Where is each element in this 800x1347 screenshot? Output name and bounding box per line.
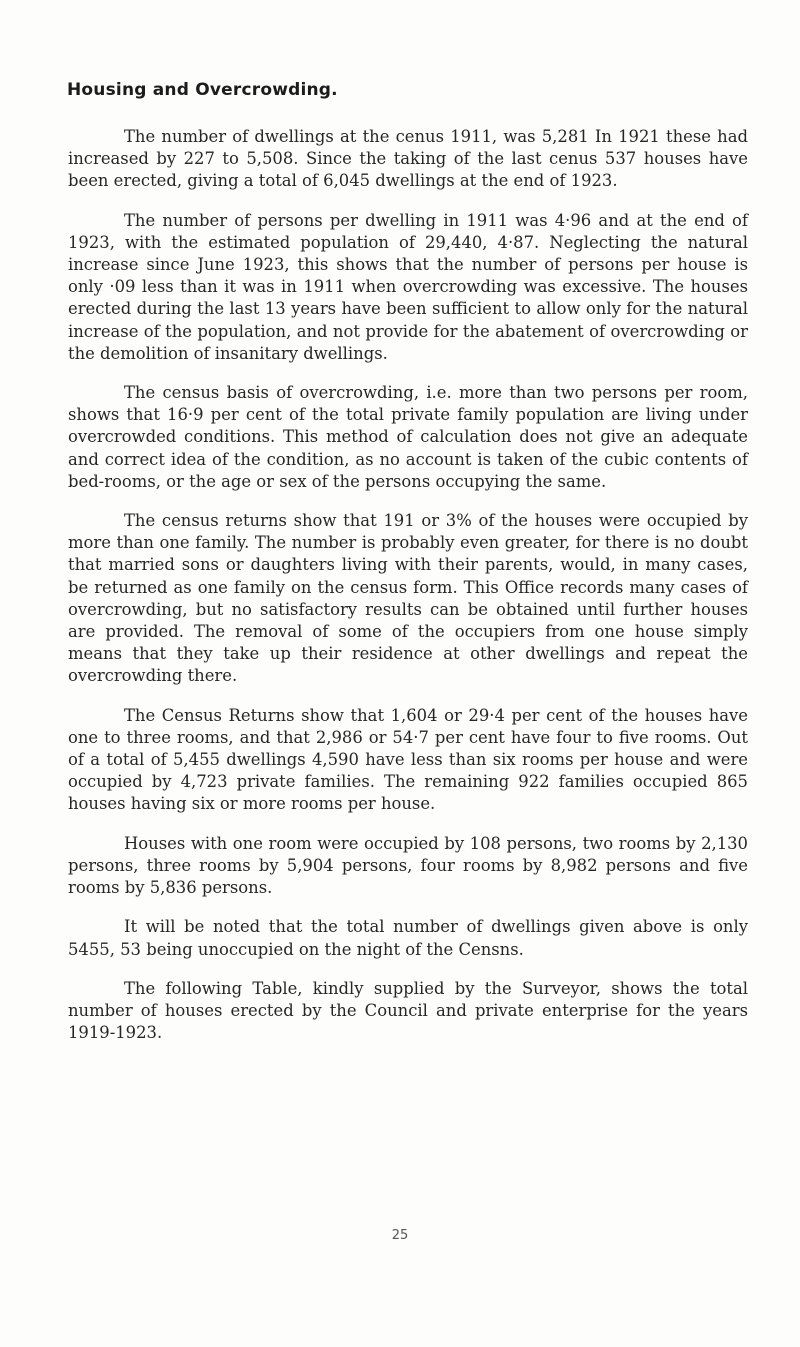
body-text [68,126,748,1061]
paragraph-multiple-families: The census returns show that 191 or 3% of the houses were occupied by more than one family. The number is probably even greater, for there is no doubt that married sons or daughters living with their parents, would, in many cases, be returned as one family on the census form. This Office records many cases of overcrowding, but no satisfactory results can be obtained until further houses are provided. The removal of some of the occupiers from one house simply means that they take up their residence at other dwellings and repeat the overcrowding there. [68,511,748,686]
paragraph-persons-by-rooms: Houses with one room were occupied by 108 persons, two rooms by 2,130 persons, three rooms by 5,904 persons, four rooms by 8,982 persons and five rooms by 5,836 persons. [68,833,748,898]
page-number: 25 [391,1228,409,1243]
section-heading: Housing and Overcrowding. [67,80,338,100]
paragraph-persons-per-dwelling: The number of persons per dwelling in 1911 was 4·96 and at the end of 1923, with the estimated population of 29,440, 4·87. Neglecting the natural increase since June 1923, this shows that the number of persons per house is only ·09 less than it was in 1911 when overcrowding was excessive. The houses erected during the last 13 years have been sufficient to allow only for the natural increase of the population, and not provide for the abatement of overcrowding or the demolition of insanitary dwellings. [68,210,748,363]
paragraph-census-basis: The census basis of overcrowding, i.e. more than two persons per room, shows that 16·9 per cent of the total private family population are living under overcrowded conditions. This method of calculation does not give an adequate and correct idea of the condition, as no account is taken of the cubic contents of bed-rooms, or the age or sex of the persons occupying the same. [68,383,748,491]
paragraph-unoccupied: It will be noted that the total number of dwellings given above is only 5455, 53 being unoccupied on the night of the Censns. [68,917,748,959]
paragraph-table-intro: The following Table, kindly supplied by the Surveyor, shows the total number of houses erected by the Council and private enterprise for the years 1919-1923. [68,978,748,1043]
paragraph-dwellings-count: The number of dwellings at the cenus 1911, was 5,281 In 1921 these had increased by 227 to 5,508. Since the taking of the last cenus 537 houses have been erected, giving a total of 6,045 dwellings at the end of 1923. [68,127,748,191]
paragraph-rooms-per-house: The Census Returns show that 1,604 or 29·4 per cent of the houses have one to three rooms, and that 2,986 or 54·7 per cent have four to five rooms. Out of a total of 5,455 dwellings 4,590 have less than six rooms per house and were occupied by 4,723 private families. The remaining 922 families occupied 865 houses having six or more rooms per house. [68,705,748,814]
